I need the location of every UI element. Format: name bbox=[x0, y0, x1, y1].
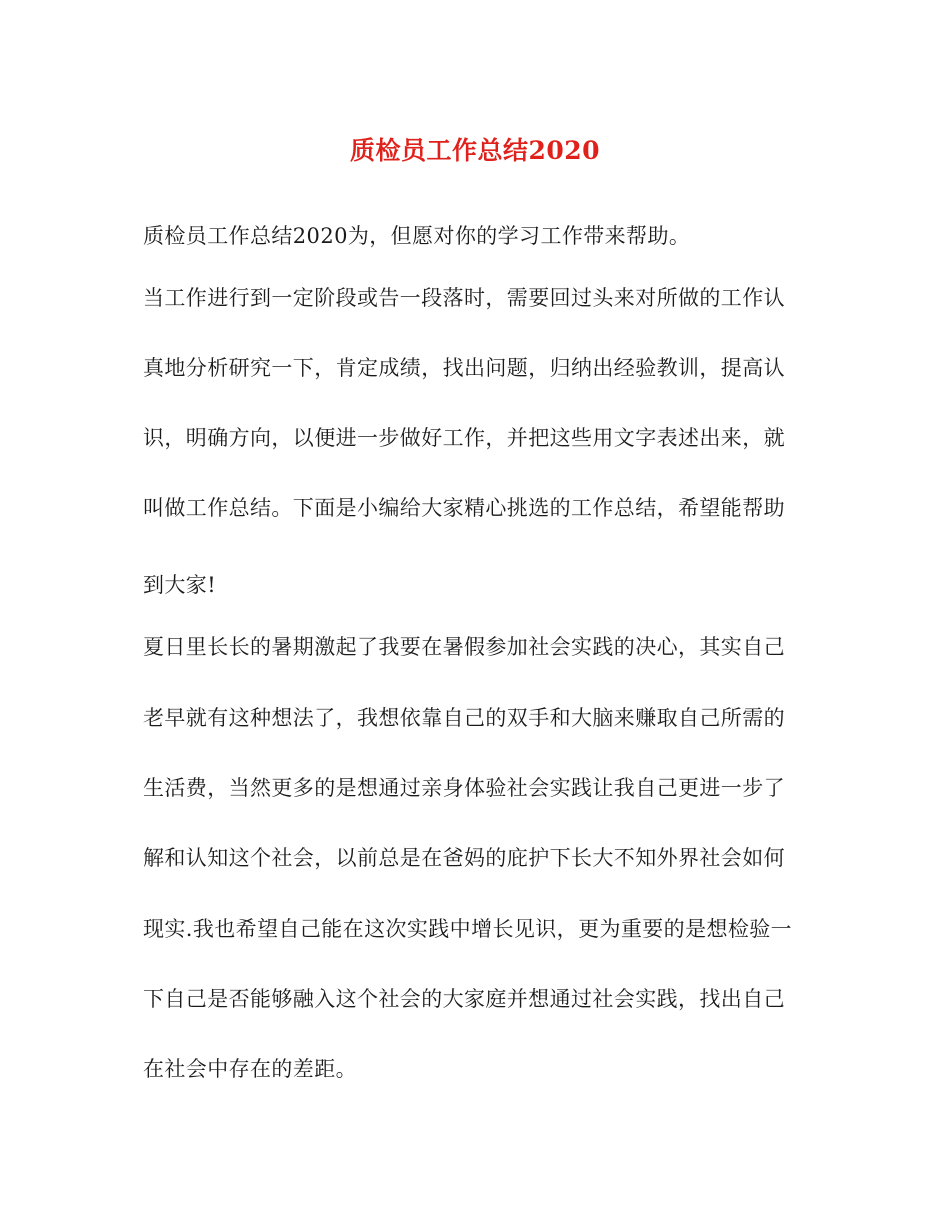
paragraph-line: 在社会中存在的差距。 bbox=[143, 1057, 357, 1081]
paragraph-line: 夏日里长长的暑期激起了我要在暑假参加社会实践的决心，其实自己 bbox=[143, 635, 785, 659]
document-title: 质检员工作总结2020 bbox=[349, 136, 601, 165]
paragraph-line: 叫做工作总结。下面是小编给大家精心挑选的工作总结，希望能帮助 bbox=[143, 496, 785, 520]
paragraph-line: 生活费，当然更多的是想通过亲身体验社会实践让我自己更进一步了 bbox=[143, 776, 785, 800]
paragraph-line: 识，明确方向，以便进一步做好工作，并把这些用文字表述出来，就 bbox=[143, 426, 785, 450]
paragraph-line: 到大家! bbox=[143, 573, 217, 597]
paragraph-line: 解和认知这个社会，以前总是在爸妈的庇护下长大不知外界社会如何 bbox=[143, 846, 785, 870]
paragraph-line: 现实.我也希望自己能在这次实践中增长见识，更为重要的是想检验一 bbox=[143, 917, 793, 941]
paragraph-line: 老早就有这种想法了，我想依靠自己的双手和大脑来赚取自己所需的 bbox=[143, 706, 785, 730]
paragraph-line: 下自己是否能够融入这个社会的大家庭并想通过社会实践，找出自己 bbox=[143, 987, 785, 1011]
paragraph-line: 当工作进行到一定阶段或告一段落时，需要回过头来对所做的工作认 bbox=[143, 286, 785, 310]
paragraph-line: 质检员工作总结2020为，但愿对你的学习工作带来帮助。 bbox=[143, 224, 691, 248]
paragraph-line: 真地分析研究一下，肯定成绩，找出问题，归纳出经验教训，提高认 bbox=[143, 356, 785, 380]
